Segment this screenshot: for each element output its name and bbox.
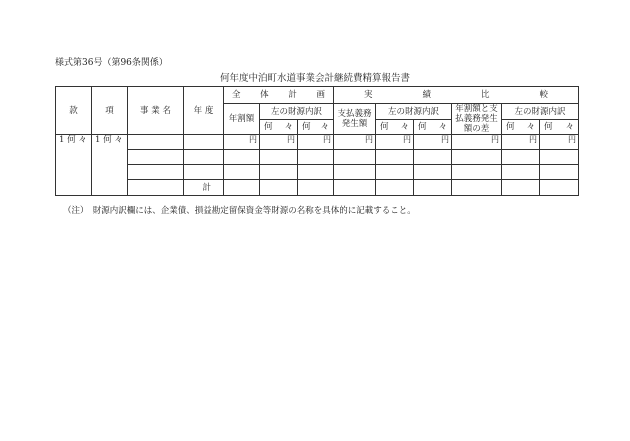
total-cell [224, 180, 260, 196]
footnote: （注） 財源内訳欄には、企業債、損益勘定留保資金等財源の名称を具体的に記載すること。 [63, 206, 416, 216]
header-shiharai-gimu-hassei-gaku: 支払義務発生額 [334, 104, 376, 135]
unit-cell: 円 [414, 135, 452, 150]
total-cell [376, 180, 414, 196]
unit-cell: 円 [298, 135, 334, 150]
body-cell [502, 150, 540, 165]
header-nani-nani: 何 々 [414, 120, 452, 135]
body-cell [128, 180, 184, 196]
header-zaigen-uchiwake-diff: 左の財源内訳 [502, 104, 579, 120]
report-title: 何年度中泊町水道事業会計継続費精算報告書 [219, 73, 410, 84]
header-kou: 項 [92, 87, 128, 135]
body-cell [224, 165, 260, 180]
total-cell [502, 180, 540, 196]
header-zaigen-uchiwake-plan: 左の財源内訳 [260, 104, 334, 120]
header-jisseki-char: 実 [364, 90, 373, 100]
body-cell [452, 150, 502, 165]
body-cell [184, 135, 224, 150]
body-cell [334, 150, 376, 165]
body-cell [334, 165, 376, 180]
unit-cell: 円 [502, 135, 540, 150]
body-kou-label: 1 何 々 [92, 135, 128, 196]
header-nani-nani: 何 々 [540, 120, 579, 135]
body-cell [298, 165, 334, 180]
body-cell [260, 150, 298, 165]
body-cell [128, 165, 184, 180]
settlement-report-table [55, 86, 579, 196]
total-cell [260, 180, 298, 196]
header-zentai-keikaku [224, 87, 334, 104]
unit-cell: 円 [260, 135, 298, 150]
body-cell [128, 135, 184, 150]
body-cell [540, 165, 579, 180]
body-cell [414, 150, 452, 165]
header-nani-nani: 何 々 [502, 120, 540, 135]
header-nendo: 年 度 [184, 87, 224, 135]
unit-cell: 円 [452, 135, 502, 150]
unit-cell: 円 [334, 135, 376, 150]
header-zentai-char: 計 [288, 90, 297, 100]
header-nenwari-shiharai-sa: 年割額と支払義務発生額の差 [452, 104, 502, 135]
header-nani-nani: 何 々 [260, 120, 298, 135]
total-cell [452, 180, 502, 196]
body-cell [376, 165, 414, 180]
body-cell [184, 165, 224, 180]
header-nenwari-gaku: 年割額 [224, 104, 260, 135]
body-cell [184, 150, 224, 165]
form-number: 様式第36号（第96条関係） [55, 58, 168, 68]
body-cell [502, 165, 540, 180]
body-cell [128, 150, 184, 165]
total-cell [540, 180, 579, 196]
body-kan-label: 1 何 々 [56, 135, 92, 196]
body-cell [298, 150, 334, 165]
total-cell [334, 180, 376, 196]
total-label: 計 [184, 180, 224, 196]
header-jisseki-char: 績 [422, 90, 432, 100]
header-jigyo-name: 事 業 名 [128, 87, 184, 135]
header-zentai-char: 全 [232, 90, 241, 100]
total-cell [414, 180, 452, 196]
unit-cell: 円 [224, 135, 260, 150]
header-nani-nani: 何 々 [376, 120, 414, 135]
body-cell [224, 150, 260, 165]
header-jisseki-hikaku [334, 87, 579, 104]
body-cell [260, 165, 298, 180]
header-nani-nani: 何 々 [298, 120, 334, 135]
header-zaigen-uchiwake-actual: 左の財源内訳 [376, 104, 452, 120]
body-cell [540, 150, 579, 165]
header-zentai-char: 画 [316, 90, 325, 100]
body-cell [376, 150, 414, 165]
header-zentai-char: 体 [260, 90, 269, 100]
header-kan: 款 [56, 87, 92, 135]
total-cell [298, 180, 334, 196]
body-cell [452, 165, 502, 180]
body-cell [414, 165, 452, 180]
unit-cell: 円 [540, 135, 579, 150]
header-jisseki-char: 比 [480, 90, 490, 100]
header-jisseki-char: 較 [539, 90, 548, 100]
unit-cell: 円 [376, 135, 414, 150]
